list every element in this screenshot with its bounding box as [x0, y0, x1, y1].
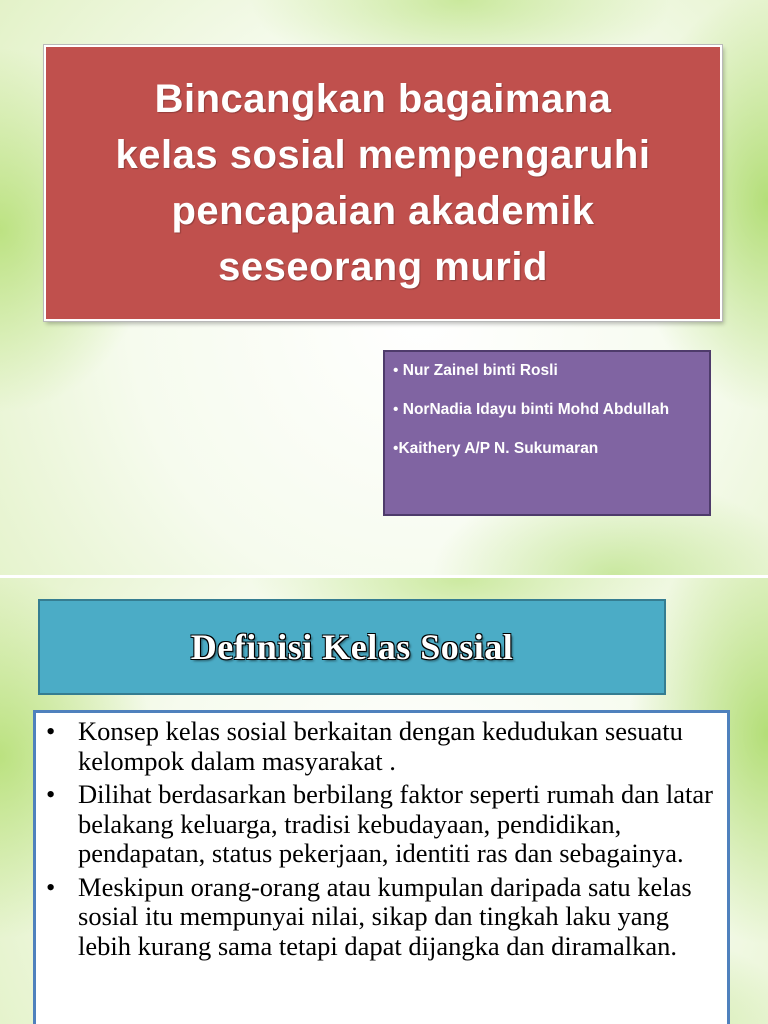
title-line: seseorang murid: [218, 245, 548, 289]
author-list: [393, 360, 701, 460]
author-name: Kaithery A/P N. Sukumaran: [398, 440, 599, 457]
bullet-icon: •: [46, 716, 56, 746]
bullet-icon: •: [46, 779, 56, 809]
author-item: [393, 438, 701, 460]
title-line: pencapaian akademik: [171, 189, 595, 233]
list-item: [46, 717, 719, 776]
bullet-icon: •: [393, 440, 399, 457]
bullet-icon: •: [393, 362, 399, 379]
heading-box: [38, 599, 666, 695]
list-item: [46, 873, 719, 962]
bullet-icon: •: [393, 401, 399, 418]
point-text: Dilihat berdasarkan berbilang faktor seperti rumah dan latar belakang keluarga, tradisi kebudayaan, pendidikan, pendapatan, status pekerjaan, identiti ras dan sebagainya.: [78, 779, 714, 868]
title-line: Bincangkan bagaimana: [154, 77, 612, 121]
title-box: [44, 45, 722, 321]
author-name: NorNadia Idayu binti Mohd Abdullah: [402, 401, 670, 418]
slide-heading: Definisi Kelas Sosial: [190, 627, 514, 667]
list-item: [46, 780, 719, 869]
definition-list: [46, 717, 719, 961]
author-item: [393, 360, 701, 382]
slide-title-text: [102, 71, 665, 295]
author-name: Nur Zainel binti Rosli: [402, 362, 558, 379]
content-box: [33, 710, 730, 1024]
authors-box: [383, 350, 711, 516]
point-text: Meskipun orang-orang atau kumpulan daripada satu kelas sosial itu mempunyai nilai, sikap dan tingkah laku yang lebih kurang sama tetapi dapat dijangka dan diramalkan.: [78, 871, 692, 961]
point-text: Konsep kelas sosial berkaitan dengan kedudukan sesuatu kelompok dalam masyarakat .: [78, 716, 683, 776]
slide-definition: [0, 578, 768, 1024]
author-item: [393, 399, 701, 421]
title-line: kelas sosial mempengaruhi: [115, 133, 651, 177]
bullet-icon: •: [46, 871, 56, 902]
